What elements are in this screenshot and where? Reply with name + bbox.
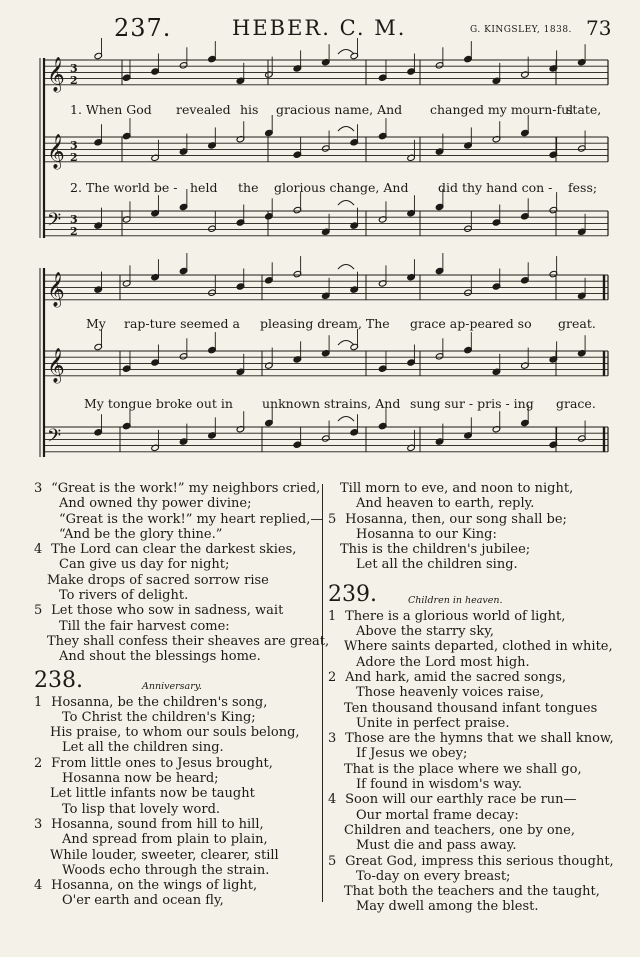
verse-line: His praise, to whom our souls belong, <box>50 725 300 741</box>
hymn-number: 239. <box>328 581 377 607</box>
fermata-icon <box>338 417 354 422</box>
tune-title: HEBER. C. M. <box>232 16 407 40</box>
time-signature: 2 <box>70 225 78 238</box>
verse-line: May dwell among the blest. <box>356 899 539 915</box>
lyric-word: 2. The world be - <box>70 180 178 195</box>
lyric-word: sung sur - pris - ing <box>410 396 534 411</box>
bass-clef-icon: 𝄢 <box>47 426 62 451</box>
lyric-word: great. <box>558 316 596 331</box>
verse-line: Where saints departed, clothed in white, <box>344 639 613 655</box>
time-signature: 2 <box>70 151 78 164</box>
hymn-number: 238. <box>34 667 83 693</box>
verse-line: Can give us day for night; <box>59 557 230 573</box>
lyric-word: changed my mourn-ful <box>430 102 574 117</box>
verse-line: 1 There is a glorious world of light, <box>328 608 566 624</box>
verse-line: Adore the Lord most high. <box>356 654 530 670</box>
composer: G. KINGSLEY, 1838. <box>470 25 572 35</box>
hymn-number: 237. <box>114 14 172 42</box>
verse-line: O'er earth and ocean fly, <box>62 893 224 909</box>
verse-line: 1 Hosanna, be the children's song, <box>34 694 268 710</box>
verse-line: That both the teachers and the taught, <box>344 884 600 900</box>
verse-line: “Great is the work!” my heart replied,— <box>59 511 324 527</box>
lyric-word: unknown strains, And <box>262 396 401 411</box>
verse-line: Hosanna now be heard; <box>62 771 219 787</box>
verse-line: If Jesus we obey; <box>356 746 468 762</box>
hymn-occasion: Anniversary. <box>142 680 202 692</box>
verse-line: They shall confess their sheaves are great, <box>47 633 330 649</box>
fermata-icon <box>338 201 354 206</box>
hymn-239-verses <box>328 609 640 915</box>
bass-clef-icon: 𝄢 <box>47 210 62 235</box>
lyric-word: My <box>86 316 106 331</box>
page-number: 73 <box>586 16 612 40</box>
right-column <box>328 481 640 915</box>
treble-clef-icon: 𝄞 <box>47 57 65 92</box>
time-signature: 3 <box>70 213 78 226</box>
verse-line: 2 And hark, amid the sacred songs, <box>328 669 567 685</box>
lyric-word: pleasing dream, The <box>260 316 390 331</box>
lyric-word: grace. <box>556 396 596 411</box>
verse-line: This is the children's jubilee; <box>340 542 531 558</box>
verse-line: Must die and pass away. <box>356 838 517 854</box>
lyric-word: glorious change, And <box>274 180 409 195</box>
verse-line: Let all the children sing. <box>356 557 518 573</box>
verse-line: That is the place where we shall go, <box>344 761 582 777</box>
fermata-icon <box>338 341 354 346</box>
hymn-239-heading <box>328 581 640 609</box>
hymn-occasion: Children in heaven. <box>408 594 503 606</box>
hymn-238-verses <box>34 695 319 909</box>
hymn-238-heading <box>34 667 319 695</box>
verse-line: Children and teachers, one by one, <box>344 822 575 838</box>
lyric-word: My tongue broke out in <box>84 396 233 411</box>
fermata-icon <box>338 265 354 270</box>
verse-line: Those heavenly voices raise, <box>356 685 544 701</box>
verse-line: If found in wisdom's way. <box>356 777 523 793</box>
verse-line: And shout the blessings home. <box>59 649 261 665</box>
verse-line: To lisp that lovely word. <box>62 801 221 817</box>
verse-line: Make drops of sacred sorrow rise <box>47 572 269 588</box>
time-signature: 3 <box>70 139 78 152</box>
verse-line: 4 Soon will our earthly race be run— <box>328 792 577 808</box>
verse-line: And spread from plain to plain, <box>62 832 268 848</box>
lyric-word: rap-ture seemed a <box>124 316 240 331</box>
left-column <box>34 481 330 909</box>
lyric-word: fess; <box>568 180 598 195</box>
verse-line: 4 Hosanna, on the wings of light, <box>34 878 258 894</box>
verse-line: Our mortal frame decay: <box>356 807 519 823</box>
verse-line: Woods echo through the strain. <box>62 862 270 878</box>
verse-line: 3 Hosanna, sound from hill to hill, <box>34 816 264 832</box>
lyric-word: revealed <box>176 102 231 117</box>
verse-line: Till morn to eve, and noon to night, <box>340 481 574 496</box>
lyric-word: the <box>238 180 259 195</box>
verse-line: 3 Those are the hymns that we shall know, <box>328 731 614 747</box>
verse-line: 5 Let those who sow in sadness, wait <box>34 603 284 619</box>
treble-clef-icon: 𝄞 <box>47 348 65 383</box>
verse-line: Unite in perfect praise. <box>356 715 510 731</box>
verse-line: Above the starry sky, <box>356 624 494 640</box>
verse-line: 4 The Lord can clear the darkest skies, <box>34 542 297 558</box>
verse-line: Let all the children sing. <box>62 740 224 756</box>
verse-line: And heaven to earth, reply. <box>356 496 535 512</box>
lyric-word: 1. When God <box>70 102 152 117</box>
lyric-word: held <box>190 180 218 195</box>
time-signature: 2 <box>70 74 78 87</box>
verse-line: Let little infants now be taught <box>50 786 255 802</box>
verse-line: Till the fair harvest come: <box>59 618 230 634</box>
verse-line: To rivers of delight. <box>59 588 189 604</box>
verse-line: Hosanna to our King: <box>356 526 497 542</box>
treble-clef-icon: 𝄞 <box>47 134 65 169</box>
fermata-icon <box>338 127 354 132</box>
verse-line: To-day on every breast; <box>356 868 511 884</box>
verse-line: 3 “Great is the work!” my neighbors cried, <box>34 481 321 496</box>
verse-line: Ten thousand thousand infant tongues <box>344 700 598 716</box>
verse-line: 5 Hosanna, then, our song shall be; <box>328 511 567 527</box>
lyric-word: his <box>240 102 259 117</box>
verse-line: While louder, sweeter, clearer, still <box>50 847 279 863</box>
time-signature: 3 <box>70 62 78 75</box>
verse-line: “And be the glory thine.” <box>59 526 223 542</box>
lyric-word: gracious name, And <box>276 102 403 117</box>
lyric-word: did thy hand con - <box>438 180 553 195</box>
fermata-icon <box>338 50 354 55</box>
column-divider <box>322 484 323 902</box>
verse-line: And owned thy power divine; <box>59 496 252 512</box>
verse-line: 5 Great God, impress this serious thought, <box>328 853 614 869</box>
verse-line: To Christ the children's King; <box>62 709 256 725</box>
treble-clef-icon: 𝄞 <box>47 272 65 307</box>
lyric-word: grace ap-peared so <box>410 316 532 331</box>
lyric-word: state, <box>566 102 602 117</box>
verse-line: 2 From little ones to Jesus brought, <box>34 755 273 771</box>
